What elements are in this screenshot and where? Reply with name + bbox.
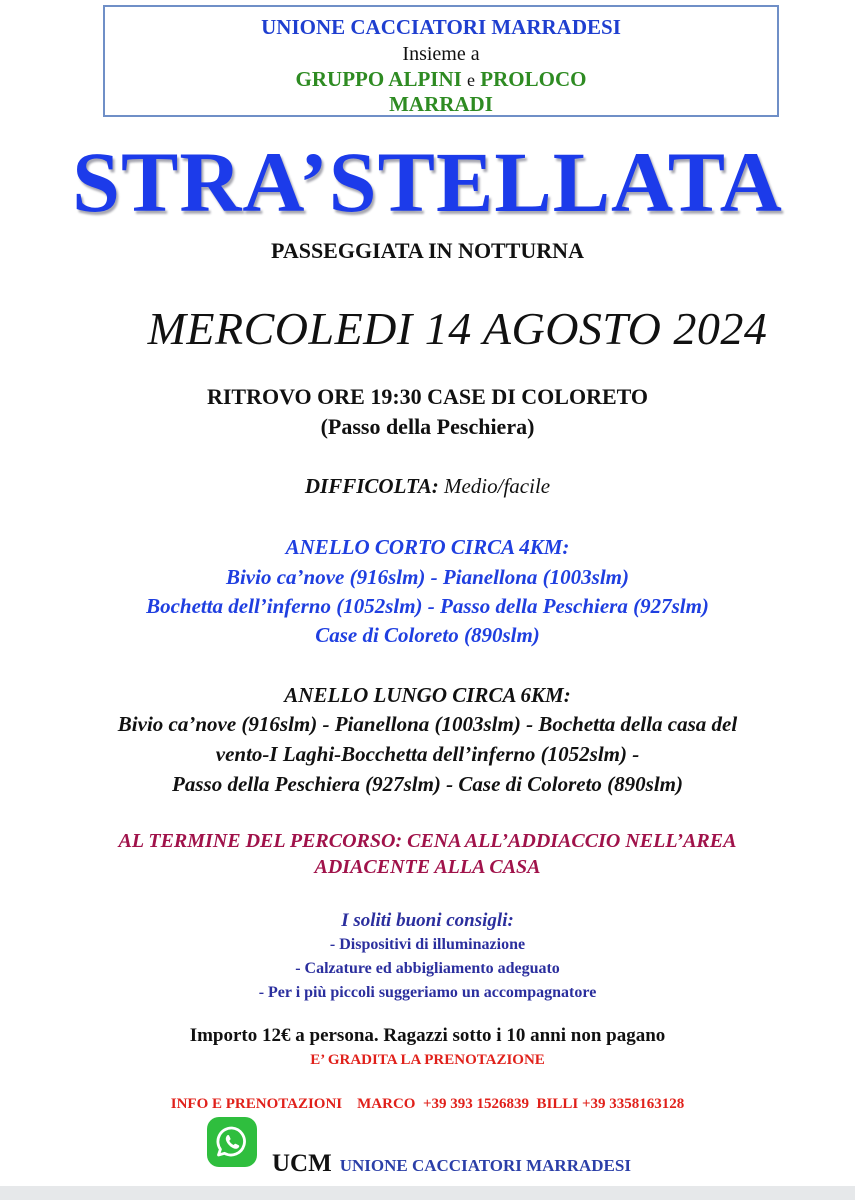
footer-signature	[272, 1150, 631, 1178]
short-loop-title: ANELLO CORTO CIRCA 4KM:	[285, 535, 570, 559]
dinner-note-line: AL TERMINE DEL PERCORSO: CENA ALL’ADDIACCIO NELL’AREA	[118, 830, 737, 852]
long-loop-line: vento-I Laghi-Bocchetta dell’inferno (1052slm) -	[215, 742, 640, 766]
town-name: MARRADI	[389, 92, 493, 116]
advice-item: - Calzature ed abbigliamento adeguato	[295, 960, 560, 977]
event-title: STRA’STELLATA	[72, 134, 783, 230]
price-info: Importo 12€ a persona. Ragazzi sotto i 10 anni non pagano	[189, 1025, 666, 1046]
whatsapp-glyph	[215, 1125, 249, 1159]
organizer-name: UNIONE CACCIATORI MARRADESI	[261, 15, 621, 39]
long-loop-title: ANELLO LUNGO CIRCA 6KM:	[284, 683, 571, 707]
page-bottom-margin	[0, 1186, 855, 1200]
short-loop-line: Bivio ca’nove (916slm) - Pianellona (1003slm)	[225, 565, 630, 589]
meeting-point: RITROVO ORE 19:30 CASE DI COLORETO	[206, 384, 649, 409]
organizer-header-box	[103, 5, 779, 117]
short-loop-line: Case di Coloreto (890slm)	[315, 623, 540, 647]
advice-title: I soliti buoni consigli:	[341, 910, 514, 931]
difficulty-value: Medio/facile	[443, 474, 551, 498]
dinner-note-line: ADIACENTE ALLA CASA	[314, 856, 541, 878]
together-with-text: Insieme a	[402, 43, 480, 65]
meeting-location-detail: (Passo della Peschiera)	[320, 414, 535, 439]
partner-groups	[105, 67, 777, 92]
contact-info: INFO E PRENOTAZIONI MARCO +39 393 1526839 BILLI +39 3358163128	[170, 1096, 685, 1112]
booking-note: E’ GRADITA LA PRENOTAZIONE	[310, 1052, 545, 1068]
advice-item: - Per i più piccoli suggeriamo un accompagnatore	[258, 984, 597, 1001]
short-loop-line: Bochetta dell’inferno (1052slm) - Passo della Peschiera (927slm)	[146, 594, 709, 618]
group-alpini: GRUPPO ALPINI	[295, 67, 462, 91]
event-date: MERCOLEDI 14 AGOSTO 2024	[147, 303, 768, 354]
difficulty-label: DIFFICOLTA:	[304, 474, 439, 498]
advice-item: - Dispositivi di illuminazione	[329, 936, 526, 953]
long-loop-line: Passo della Peschiera (927slm) - Case di Coloreto (890slm)	[172, 772, 683, 796]
conjunction-text: e	[467, 70, 476, 90]
long-loop-line: Bivio ca’nove (916slm) - Pianellona (1003slm) - Bochetta della casa del	[117, 712, 738, 736]
difficulty-line	[0, 474, 855, 499]
footer-ucm: UCM	[272, 1150, 332, 1177]
group-proloco: PROLOCO	[480, 67, 587, 91]
whatsapp-icon	[207, 1117, 257, 1167]
event-subtitle: PASSEGGIATA IN NOTTURNA	[271, 238, 584, 263]
footer-organizer: UNIONE CACCIATORI MARRADESI	[339, 1156, 631, 1175]
